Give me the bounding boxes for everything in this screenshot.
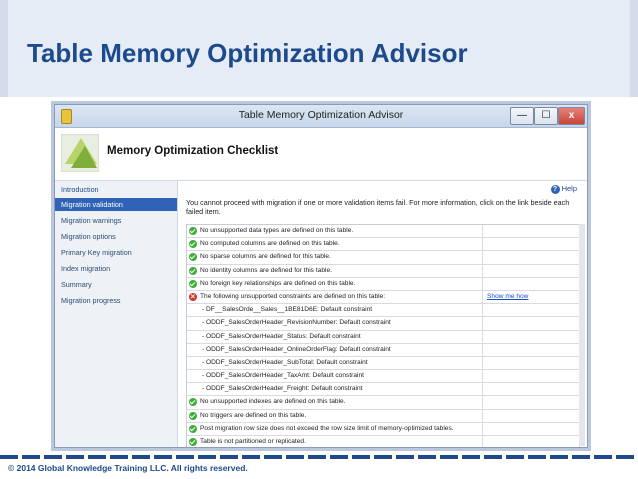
show-me-how-link[interactable]: Show me how: [487, 292, 529, 300]
row-text: - ODDF_SalesOrderHeader_TaxAmt: Default constraint: [202, 372, 364, 380]
check-circle-icon: [189, 398, 197, 406]
check-circle-icon: [189, 253, 197, 261]
banner-title: Memory Optimization Checklist: [107, 145, 279, 157]
error-circle-icon: [189, 293, 197, 301]
nav-item-migration-progress[interactable]: Migration progress: [61, 296, 121, 305]
vertical-scrollbar[interactable]: [579, 224, 585, 446]
table-row[interactable]: [187, 383, 579, 396]
table-row[interactable]: [187, 357, 579, 370]
row-text: - ODDF_SalesOrderHeader_RevisionNumber: Default constraint: [202, 319, 391, 327]
slide-title: Table Memory Optimization Advisor: [27, 38, 468, 68]
table-row[interactable]: [187, 251, 579, 264]
table-row[interactable]: [187, 370, 579, 383]
check-circle-icon: [189, 280, 197, 288]
advisor-window: [54, 104, 588, 448]
check-circle-icon: [189, 240, 197, 248]
row-text: - ODDF_SalesOrderHeader_SubTotal: Default constraint: [202, 358, 368, 366]
table-row[interactable]: [187, 410, 579, 423]
table-row[interactable]: [187, 423, 579, 436]
table-row[interactable]: [187, 331, 579, 344]
check-circle-icon: [189, 425, 197, 433]
info-text: You cannot proceed with migration if one or more validation items fail. For more information, click on the link beside each failed item.: [186, 198, 570, 216]
maximize-button[interactable]: ☐: [534, 107, 558, 125]
nav-item-migration-validation[interactable]: Migration validation: [55, 198, 177, 211]
row-text: No triggers are defined on this table.: [200, 411, 307, 419]
row-text: No sparse columns are defined for this table.: [200, 253, 331, 261]
wizard-banner: [55, 128, 587, 181]
footer-dashed-rule: [0, 455, 638, 459]
row-text: - ODDF_SalesOrderHeader_Status: Default constraint: [202, 332, 361, 340]
row-text: No unsupported indexes are defined on this table.: [200, 398, 346, 406]
slide-header-stripe-right: [630, 0, 638, 97]
table-row[interactable]: [187, 436, 579, 448]
check-circle-icon: [189, 227, 197, 235]
table-row[interactable]: [187, 238, 579, 251]
check-circle-icon: [189, 412, 197, 420]
nav-item-introduction[interactable]: Introduction: [61, 185, 99, 194]
row-text: Table is not partitioned or replicated.: [200, 438, 306, 445]
nav-item-migration-warnings[interactable]: Migration warnings: [61, 216, 122, 225]
nav-item-index-migration[interactable]: Index migration: [61, 264, 111, 273]
window-title: Table Memory Optimization Advisor: [238, 109, 404, 121]
checklist-banner-icon: [61, 134, 99, 172]
table-row[interactable]: [187, 344, 579, 357]
row-text: No unsupported data types are defined on this table.: [200, 227, 354, 234]
row-text: Post migration row size does not exceed the row size limit of memory-optimized tables.: [200, 424, 454, 432]
row-text: No identity columns are defined for this table.: [200, 266, 332, 274]
help-label: Help: [561, 184, 577, 193]
nav-item-summary[interactable]: Summary: [61, 280, 92, 289]
slide-header-stripe-left: [0, 0, 8, 97]
validation-grid: [186, 224, 580, 448]
row-text: No foreign key relationships are defined on this table.: [200, 279, 356, 287]
table-row[interactable]: [187, 317, 579, 330]
table-row[interactable]: [187, 291, 579, 304]
table-row[interactable]: [187, 304, 579, 317]
nav-item-primary-key-migration[interactable]: Primary Key migration: [61, 248, 132, 257]
check-circle-icon: [189, 438, 197, 446]
nav-item-migration-options[interactable]: Migration options: [61, 232, 116, 241]
row-text: No computed columns are defined on this table.: [200, 240, 340, 248]
content-pane: [178, 181, 587, 447]
window-titlebar[interactable]: [55, 105, 587, 128]
help-icon: ?: [551, 185, 560, 194]
table-row[interactable]: [187, 396, 579, 409]
table-row[interactable]: [187, 265, 579, 278]
row-text: - DF__SalesOrde__Sales__1BE81D6E: Default constraint: [202, 306, 373, 314]
row-text: - ODDF_SalesOrderHeader_OnlineOrderFlag: Default constraint: [202, 345, 391, 353]
copyright-footer: © 2014 Global Knowledge Training LLC. All rights reserved.: [8, 463, 248, 473]
help-link[interactable]: [551, 184, 577, 194]
wizard-nav: [55, 181, 178, 447]
table-row[interactable]: [187, 278, 579, 291]
table-row[interactable]: [187, 225, 579, 238]
row-text: - ODDF_SalesOrderHeader_Freight: Default constraint: [202, 385, 363, 393]
check-circle-icon: [189, 267, 197, 275]
close-button[interactable]: x: [558, 107, 585, 125]
minimize-button[interactable]: —: [510, 107, 534, 125]
row-text: The following unsupported constraints are defined on this table:: [200, 292, 386, 300]
